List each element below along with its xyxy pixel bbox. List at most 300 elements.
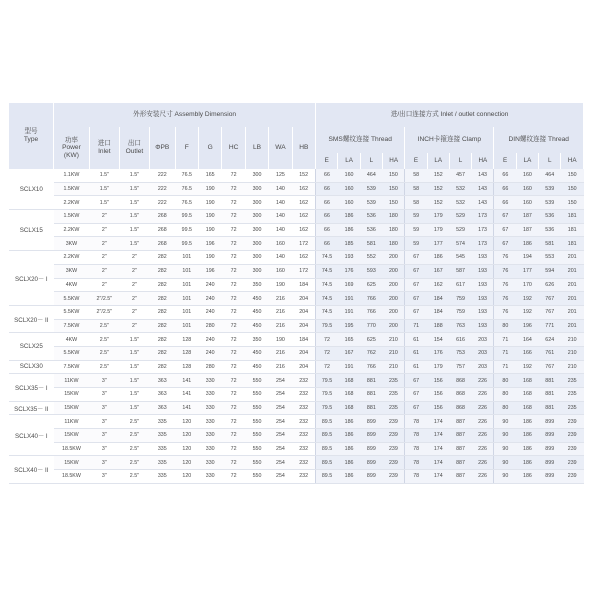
table-cell: 174 [427,456,449,470]
table-cell: 550 [245,374,268,388]
table-cell: 201 [561,278,584,292]
table-cell: 2" [89,251,119,265]
table-cell: 58 [405,196,427,210]
table-cell: 67 [405,264,427,278]
table-cell: 173 [472,223,494,237]
table-cell: 2.5" [119,456,149,470]
inch-la-header: LA [427,153,449,169]
table-cell: 72 [222,278,245,292]
table-cell: 887 [449,415,471,429]
table-cell: 187 [516,210,538,224]
table-cell: 282 [149,292,175,306]
table-cell: 204 [292,319,315,333]
table-cell: 2.5" [89,319,119,333]
dim-header-lb: LB [245,127,268,169]
table-cell: 76 [494,264,516,278]
table-cell: 539 [539,196,561,210]
table-cell: 2.2KW [54,196,90,210]
table-cell: 899 [360,470,382,484]
table-cell: 204 [292,305,315,319]
table-cell: 76 [494,251,516,265]
table-cell: 200 [383,264,405,278]
table-cell: 162 [292,196,315,210]
power-label-en: Power [62,144,81,152]
table-cell: 185 [338,237,360,251]
table-row [9,456,584,470]
table-cell: 1.5" [119,237,149,251]
table-cell: 168 [338,388,360,402]
table-row [9,196,584,210]
table-cell: 200 [383,292,405,306]
inch-ha-header: HA [472,153,494,169]
table-row [9,429,584,443]
table-cell: 330 [199,415,222,429]
table-cell: 226 [472,388,494,402]
table-cell: 3" [89,388,119,402]
sms-l-header: L [360,153,382,169]
table-cell: 79.5 [316,319,338,333]
table-cell: 72 [222,442,245,456]
table-cell: 881 [360,374,382,388]
table-cell: 532 [449,196,471,210]
table-cell: 881 [539,388,561,402]
table-cell: 99.5 [175,210,198,224]
table-cell: 128 [175,346,198,360]
table-cell: 300 [245,251,268,265]
table-cell: 239 [561,415,584,429]
table-cell: 76 [494,292,516,306]
table-cell: 536 [539,223,561,237]
table-cell: 59 [405,237,427,251]
table-cell: 235 [561,374,584,388]
table-cell: 66 [316,237,338,251]
table-cell: 1.5" [119,210,149,224]
table-row [9,319,584,333]
table-cell: 170 [516,278,538,292]
table-cell: 156 [427,374,449,388]
table-cell: 76.5 [175,169,198,182]
table-cell: 76.5 [175,196,198,210]
model-type-cell: SCLX20－ II [9,305,54,332]
table-cell: 235 [383,401,405,415]
table-cell: 177 [427,237,449,251]
table-cell: 539 [360,196,382,210]
table-cell: 181 [561,237,584,251]
din-la-header: LA [516,153,538,169]
table-cell: 72 [222,319,245,333]
table-cell: 1.5" [119,169,149,182]
table-cell: 186 [516,237,538,251]
table-cell: 868 [449,388,471,402]
table-cell: 899 [539,456,561,470]
table-cell: 3" [89,456,119,470]
table-cell: 254 [269,374,292,388]
table-row [9,210,584,224]
table-cell: 216 [269,360,292,374]
table-cell: 74.5 [316,251,338,265]
din-ha-header: HA [561,153,584,169]
table-cell: 193 [338,251,360,265]
table-cell: 235 [561,401,584,415]
table-cell: 61 [405,360,427,374]
table-cell: 767 [539,360,561,374]
table-cell: 7.5KW [54,319,90,333]
table-cell: 887 [449,470,471,484]
table-cell: 5.5KW [54,346,90,360]
table-cell: 216 [269,346,292,360]
table-cell: 550 [245,388,268,402]
table-cell: 1.5" [89,182,119,196]
table-cell: 330 [199,470,222,484]
table-cell: 625 [360,333,382,347]
table-cell: 3" [89,415,119,429]
table-cell: 152 [427,182,449,196]
table-cell: 168 [338,374,360,388]
table-cell: 193 [472,278,494,292]
table-cell: 881 [360,401,382,415]
dim-header-wa: WA [269,127,292,169]
table-cell: 72 [222,360,245,374]
table-cell: 2" [119,305,149,319]
table-cell: 616 [449,333,471,347]
table-cell: 72 [222,169,245,182]
table-cell: 899 [539,415,561,429]
table-cell: 1.5" [119,223,149,237]
table-cell: 335 [149,442,175,456]
table-cell: 184 [292,278,315,292]
table-cell: 181 [561,210,584,224]
table-cell: 168 [516,388,538,402]
table-cell: 762 [360,346,382,360]
table-cell: 2" [89,264,119,278]
table-cell: 190 [199,223,222,237]
table-cell: 120 [175,442,198,456]
table-cell: 15KW [54,388,90,402]
table-cell: 186 [338,442,360,456]
table-cell: 239 [561,470,584,484]
table-cell: 2.5" [89,360,119,374]
table-cell: 186 [338,429,360,443]
table-cell: 80 [494,319,516,333]
table-cell: 173 [472,237,494,251]
table-cell: 581 [360,237,382,251]
table-cell: 766 [360,305,382,319]
table-cell: 72 [222,196,245,210]
table-cell: 617 [449,278,471,292]
table-cell: 78 [405,470,427,484]
table-cell: 235 [383,388,405,402]
model-type-cell: SCLX35－ II [9,401,54,415]
table-cell: 76 [494,278,516,292]
table-cell: 72 [222,223,245,237]
table-cell: 624 [539,333,561,347]
table-cell: 154 [427,333,449,347]
table-cell: 594 [539,264,561,278]
table-cell: 160 [338,169,360,182]
table-cell: 464 [360,169,382,182]
table-cell: 2" [119,319,149,333]
table-cell: 201 [561,305,584,319]
table-cell: 2.5" [119,470,149,484]
table-cell: 190 [199,182,222,196]
table-cell: 222 [149,169,175,182]
table-cell: 239 [383,429,405,443]
dim-header-pb: ΦPB [149,127,175,169]
table-cell: 186 [516,429,538,443]
table-cell: 173 [472,210,494,224]
table-row [9,264,584,278]
table-cell: 536 [360,223,382,237]
table-cell: 180 [383,237,405,251]
table-cell: 66 [494,169,516,182]
table-cell: 90 [494,429,516,443]
table-cell: 196 [199,237,222,251]
table-cell: 15KW [54,456,90,470]
table-cell: 160 [338,196,360,210]
table-cell: 174 [427,442,449,456]
table-cell: 2" [89,278,119,292]
table-cell: 169 [338,278,360,292]
table-cell: 67 [405,401,427,415]
table-cell: 101 [175,278,198,292]
table-cell: 80 [494,388,516,402]
table-cell: 72 [222,374,245,388]
table-cell: 2.5" [89,346,119,360]
table-cell: 59 [405,210,427,224]
table-cell: 550 [245,401,268,415]
table-cell: 766 [360,360,382,374]
table-cell: 330 [199,401,222,415]
table-cell: 174 [427,470,449,484]
table-cell: 282 [149,333,175,347]
table-cell: 204 [292,292,315,306]
table-cell: 66 [316,210,338,224]
table-cell: 162 [292,223,315,237]
table-cell: 168 [338,401,360,415]
table-cell: 899 [539,470,561,484]
table-cell: 101 [175,292,198,306]
table-cell: 763 [449,319,471,333]
table-cell: 201 [561,251,584,265]
table-cell: 72 [222,333,245,347]
table-cell: 235 [383,374,405,388]
table-row [9,401,584,415]
power-unit: (KW) [63,151,79,159]
table-cell: 72 [222,429,245,443]
table-cell: 72 [222,470,245,484]
table-cell: 450 [245,305,268,319]
table-cell: 181 [561,223,584,237]
table-cell: 881 [539,374,561,388]
table-cell: 2" [89,223,119,237]
table-cell: 166 [516,346,538,360]
dim-header-g: G [199,127,222,169]
table-cell: 553 [539,251,561,265]
table-cell: 5.5KW [54,305,90,319]
table-cell: 868 [449,401,471,415]
table-cell: 72 [222,346,245,360]
table-cell: 1.5" [119,360,149,374]
outlet-header [119,127,149,169]
table-cell: 881 [539,401,561,415]
table-cell: 193 [472,292,494,306]
table-cell: 210 [561,346,584,360]
table-cell: 152 [427,169,449,182]
table-cell: 1.5" [89,196,119,210]
model-type-cell: SCLX35－ I [9,374,54,401]
table-cell: 11KW [54,415,90,429]
table-cell: 2.2KW [54,251,90,265]
table-cell: 72 [316,333,338,347]
table-cell: 282 [149,360,175,374]
table-cell: 7.5KW [54,360,90,374]
table-cell: 3" [89,429,119,443]
table-cell: 66 [316,182,338,196]
table-cell: 190 [199,251,222,265]
table-cell: 2.5" [119,429,149,443]
table-cell: 2"/2.5" [89,305,119,319]
table-cell: 179 [427,223,449,237]
table-cell: 2.5" [89,333,119,347]
table-cell: 120 [175,456,198,470]
table-cell: 1.5" [119,182,149,196]
table-cell: 190 [199,210,222,224]
table-cell: 76 [494,305,516,319]
outlet-label-en: Outlet [125,148,144,155]
table-cell: 550 [245,470,268,484]
table-cell: 101 [175,251,198,265]
table-cell: 165 [199,169,222,182]
table-cell: 239 [383,456,405,470]
table-row [9,442,584,456]
table-row [9,292,584,306]
table-cell: 550 [245,415,268,429]
table-cell: 2"/2.5" [89,292,119,306]
table-cell: 254 [269,456,292,470]
inch-l-header: L [449,153,471,169]
sms-la-header: LA [338,153,360,169]
table-cell: 141 [175,401,198,415]
table-cell: 177 [516,264,538,278]
table-cell: 186 [338,415,360,429]
table-cell: 72 [222,305,245,319]
table-cell: 179 [427,210,449,224]
table-cell: 192 [516,292,538,306]
din-l-header: L [539,153,561,169]
table-cell: 232 [292,388,315,402]
table-cell: 350 [245,278,268,292]
table-cell: 300 [245,182,268,196]
table-cell: 186 [516,470,538,484]
table-cell: 232 [292,401,315,415]
model-type-cell: SCLX40－ I [9,415,54,456]
table-cell: 363 [149,374,175,388]
table-cell: 536 [360,210,382,224]
table-cell: 887 [449,442,471,456]
table-cell: 204 [292,360,315,374]
table-cell: 141 [175,388,198,402]
table-cell: 2" [119,278,149,292]
inlet-label-en: Inlet [98,148,111,155]
table-cell: 335 [149,415,175,429]
table-cell: 203 [472,346,494,360]
table-cell: 2.5" [119,415,149,429]
table-cell: 222 [149,196,175,210]
table-cell: 140 [269,223,292,237]
table-cell: 232 [292,442,315,456]
connection-header: 进/出口连接方式 Inlet / outlet connection [316,103,584,127]
table-cell: 71 [494,333,516,347]
table-cell: 222 [149,182,175,196]
table-cell: 160 [269,237,292,251]
table-cell: 172 [292,237,315,251]
table-cell: 191 [338,292,360,306]
table-cell: 1.5" [89,169,119,182]
model-type-cell: SCLX15 [9,210,54,251]
table-cell: 71 [405,319,427,333]
table-cell: 1.1KW [54,169,90,182]
table-cell: 167 [338,346,360,360]
table-cell: 72 [222,456,245,470]
table-cell: 66 [316,223,338,237]
table-cell: 232 [292,456,315,470]
table-cell: 226 [472,456,494,470]
table-body [9,169,584,483]
table-cell: 254 [269,415,292,429]
table-cell: 174 [427,429,449,443]
table-cell: 78 [405,429,427,443]
table-cell: 58 [405,169,427,182]
table-cell: 226 [472,429,494,443]
power-header [54,127,90,169]
table-cell: 550 [245,456,268,470]
table-cell: 239 [383,470,405,484]
table-cell: 235 [561,388,584,402]
table-cell: 899 [360,456,382,470]
table-cell: 330 [199,374,222,388]
table-cell: 899 [539,442,561,456]
table-cell: 574 [449,237,471,251]
table-cell: 545 [449,251,471,265]
table-cell: 186 [516,415,538,429]
table-cell: 128 [175,333,198,347]
table-cell: 172 [292,264,315,278]
table-cell: 61 [405,333,427,347]
table-cell: 193 [472,264,494,278]
sms-e-header: E [316,153,338,169]
table-cell: 67 [405,374,427,388]
table-cell: 150 [383,169,405,182]
table-cell: 186 [516,456,538,470]
table-cell: 150 [383,196,405,210]
table-header [9,103,584,169]
table-cell: 125 [269,169,292,182]
table-cell: 450 [245,360,268,374]
table-cell: 254 [269,442,292,456]
table-cell: 254 [269,470,292,484]
table-cell: 239 [561,442,584,456]
table-cell: 152 [292,169,315,182]
table-cell: 101 [175,305,198,319]
table-cell: 1.5KW [54,210,90,224]
table-cell: 536 [539,210,561,224]
table-cell: 101 [175,264,198,278]
table-cell: 550 [245,442,268,456]
table-cell: 180 [383,223,405,237]
table-row [9,278,584,292]
table-cell: 210 [383,360,405,374]
table-cell: 90 [494,415,516,429]
